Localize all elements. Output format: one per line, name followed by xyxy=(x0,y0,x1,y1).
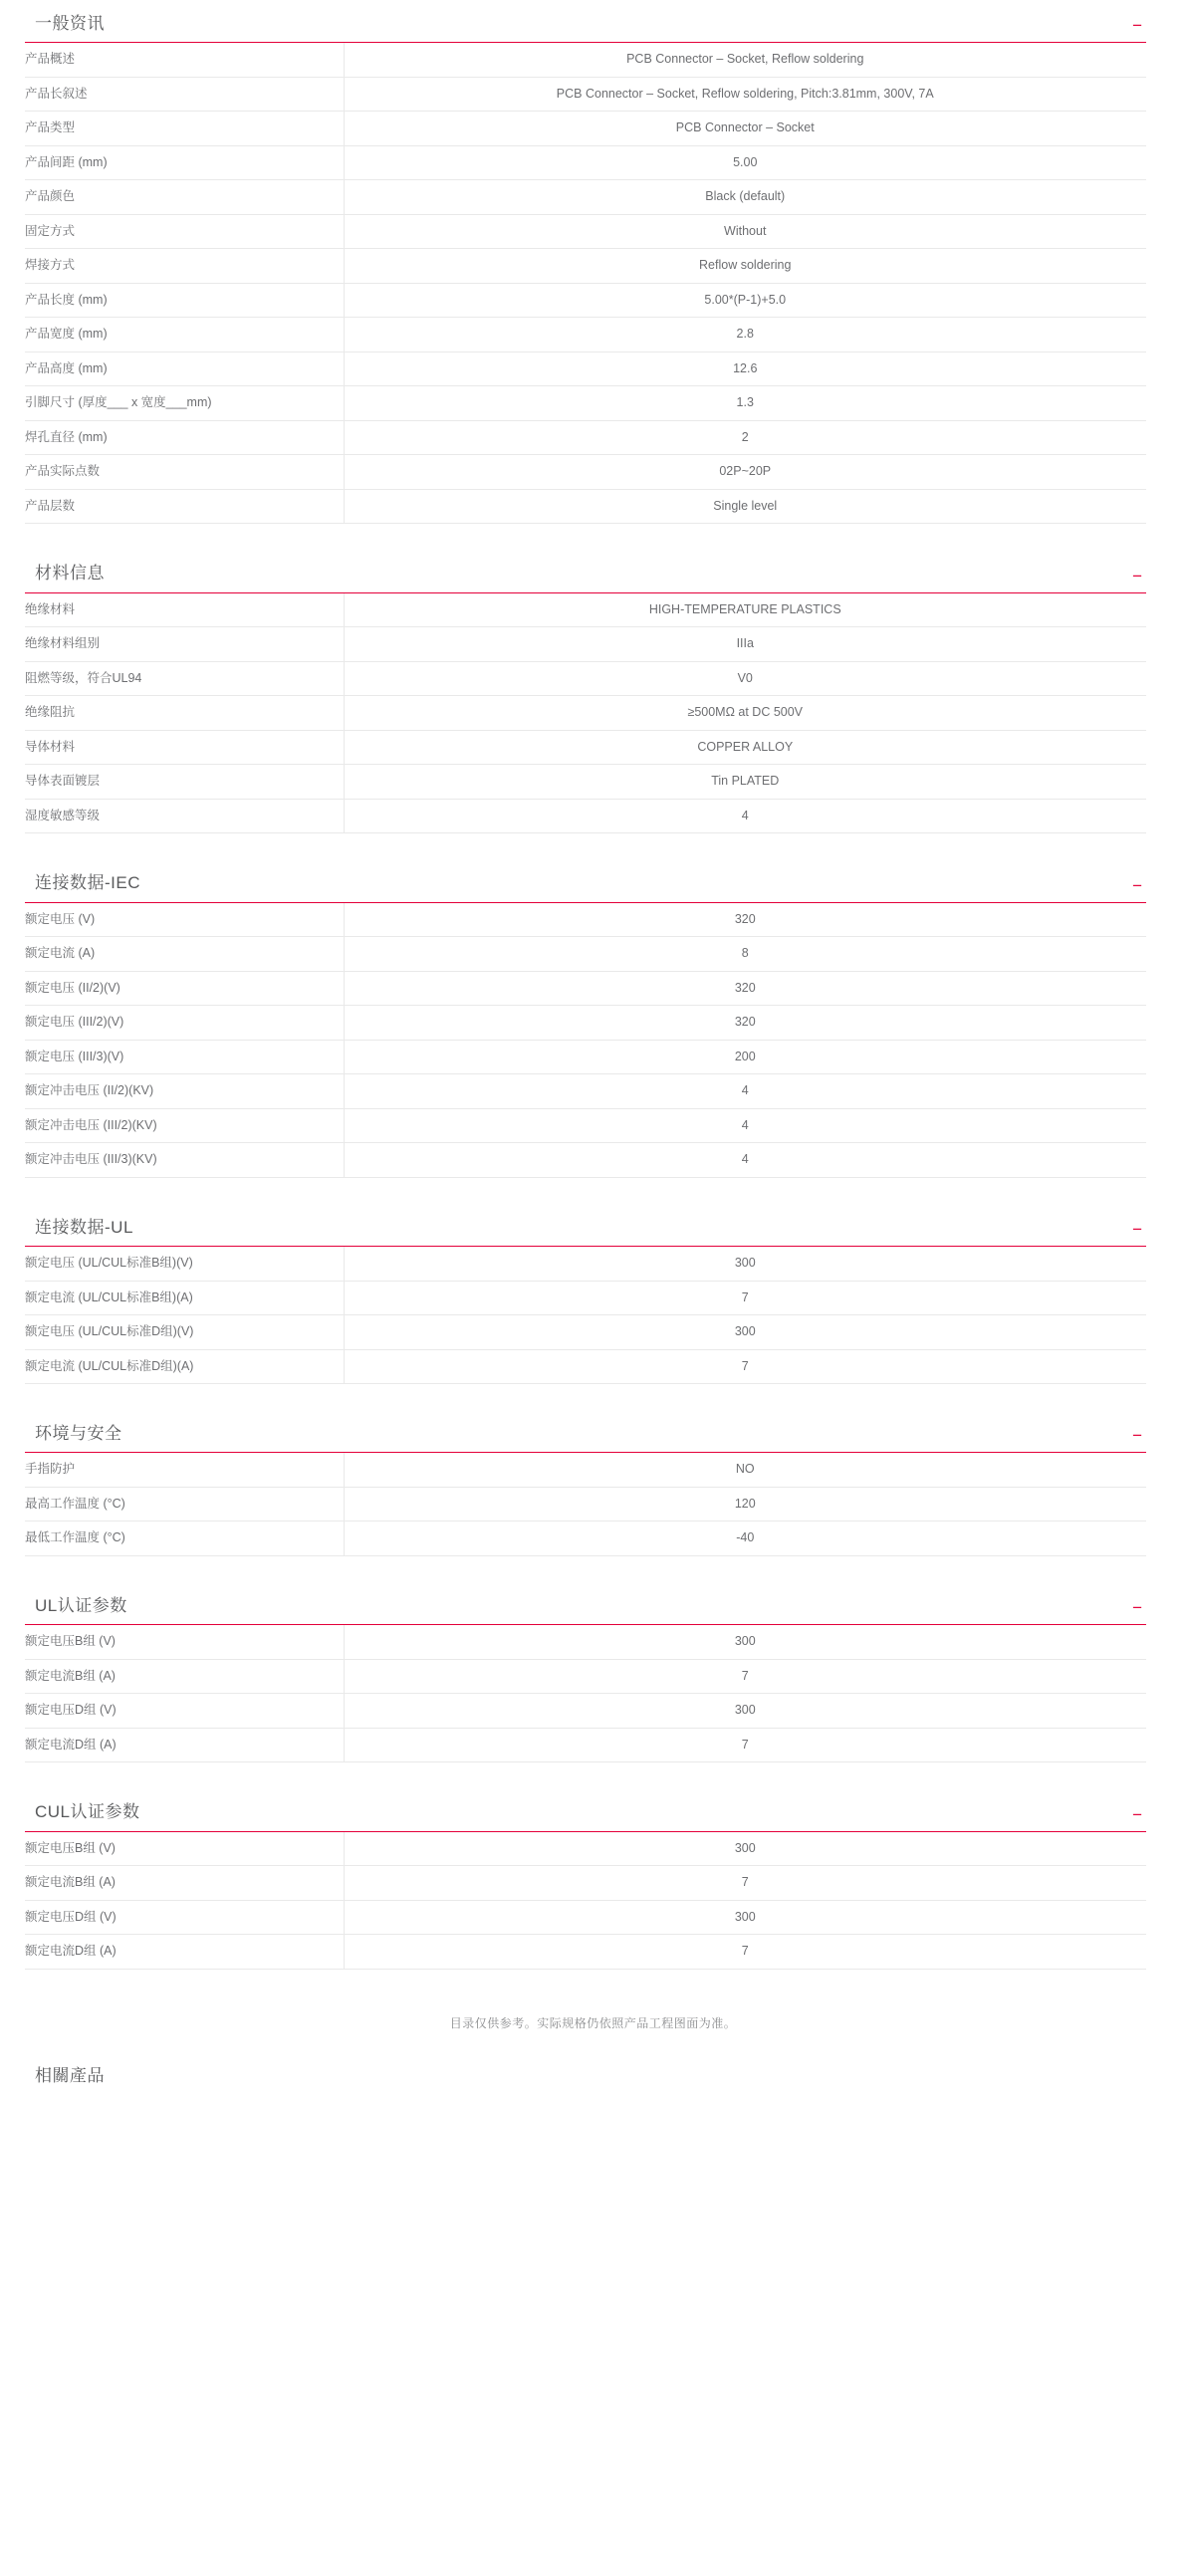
top-spacer xyxy=(0,0,1186,14)
spec-value: 4 xyxy=(344,1108,1146,1143)
spec-label: 产品颜色 xyxy=(25,180,344,215)
spec-table xyxy=(25,1832,1146,1970)
spec-label: 额定电流 (UL/CUL标准D组)(A) xyxy=(25,1349,344,1384)
table-row xyxy=(25,145,1146,180)
table-row xyxy=(25,1040,1146,1074)
spec-value: 2 xyxy=(344,420,1146,455)
spec-value: V0 xyxy=(344,661,1146,696)
section-title: 材料信息 xyxy=(35,564,105,584)
table-row xyxy=(25,1349,1146,1384)
collapse-minus-icon[interactable]: − xyxy=(1132,1804,1142,1824)
spec-label: 额定电压D组 (V) xyxy=(25,1900,344,1935)
table-row xyxy=(25,765,1146,800)
table-row xyxy=(25,1315,1146,1350)
spec-value: 1.3 xyxy=(344,386,1146,421)
spec-label: 湿度敏感等级 xyxy=(25,799,344,833)
spec-label: 产品宽度 (mm) xyxy=(25,318,344,352)
spec-label: 额定电压 (II/2)(V) xyxy=(25,971,344,1006)
spec-value: PCB Connector – Socket, Reflow soldering xyxy=(344,43,1146,77)
table-row xyxy=(25,1006,1146,1041)
table-row xyxy=(25,1281,1146,1315)
spec-label: 最高工作温度 (°C) xyxy=(25,1487,344,1522)
catalog-footnote: 目录仅供参考。实际规格仍依照产品工程图面为准。 xyxy=(449,2015,737,2030)
spec-section xyxy=(0,873,1186,1177)
spec-label: 额定电流 (UL/CUL标准B组)(A) xyxy=(25,1281,344,1315)
table-row xyxy=(25,661,1146,696)
spec-value: 2.8 xyxy=(344,318,1146,352)
collapse-minus-icon[interactable]: − xyxy=(1132,1598,1142,1618)
spec-value: 12.6 xyxy=(344,351,1146,386)
spec-label: 额定电流 (A) xyxy=(25,937,344,972)
spec-label: 手指防护 xyxy=(25,1453,344,1487)
spec-value: 4 xyxy=(344,1074,1146,1109)
spec-label: 导体材料 xyxy=(25,730,344,765)
table-row xyxy=(25,420,1146,455)
spec-label: 额定电流D组 (A) xyxy=(25,1935,344,1970)
table-row xyxy=(25,730,1146,765)
spec-value: 7 xyxy=(344,1659,1146,1694)
spec-label: 额定电流B组 (A) xyxy=(25,1866,344,1901)
spec-section xyxy=(0,564,1186,833)
spec-label: 额定电压 (III/3)(V) xyxy=(25,1040,344,1074)
section-header[interactable] xyxy=(25,14,1146,43)
spec-label: 焊接方式 xyxy=(25,249,344,284)
spec-label: 导体表面镀层 xyxy=(25,765,344,800)
spec-section xyxy=(0,14,1186,524)
spec-value: 200 xyxy=(344,1040,1146,1074)
spec-label: 产品长叙述 xyxy=(25,77,344,112)
section-title: UL认证参数 xyxy=(35,1595,127,1615)
spec-value: Reflow soldering xyxy=(344,249,1146,284)
table-row xyxy=(25,1453,1146,1487)
table-row xyxy=(25,1659,1146,1694)
collapse-minus-icon[interactable]: − xyxy=(1132,566,1142,585)
spec-section xyxy=(0,1218,1186,1384)
table-row xyxy=(25,180,1146,215)
table-row xyxy=(25,1487,1146,1522)
section-header[interactable] xyxy=(25,564,1146,592)
section-title: 一般资讯 xyxy=(35,14,105,33)
table-row xyxy=(25,318,1146,352)
table-row xyxy=(25,283,1146,318)
table-row xyxy=(25,799,1146,833)
section-title: 环境与安全 xyxy=(35,1424,122,1444)
spec-label: 绝缘阻抗 xyxy=(25,696,344,731)
section-header[interactable] xyxy=(25,1596,1146,1625)
spec-value: Without xyxy=(344,214,1146,249)
spec-value: 300 xyxy=(344,1625,1146,1659)
spec-table xyxy=(25,593,1146,834)
table-row xyxy=(25,1935,1146,1970)
spec-label: 额定电流D组 (A) xyxy=(25,1728,344,1762)
collapse-minus-icon[interactable]: − xyxy=(1132,1220,1142,1240)
spec-value: 320 xyxy=(344,1006,1146,1041)
spec-value: IIIa xyxy=(344,627,1146,662)
spec-value: 300 xyxy=(344,1315,1146,1350)
spec-label: 阻燃等级，符合UL94 xyxy=(25,661,344,696)
spec-value: 5.00 xyxy=(344,145,1146,180)
spec-table xyxy=(25,1247,1146,1384)
table-row xyxy=(25,1074,1146,1109)
spec-label: 产品类型 xyxy=(25,112,344,146)
table-row xyxy=(25,214,1146,249)
spec-value: 7 xyxy=(344,1349,1146,1384)
spec-label: 额定冲击电压 (III/2)(KV) xyxy=(25,1108,344,1143)
spec-label: 产品实际点数 xyxy=(25,455,344,490)
spec-value: PCB Connector – Socket xyxy=(344,112,1146,146)
spec-value: 4 xyxy=(344,799,1146,833)
spec-value: 5.00*(P-1)+5.0 xyxy=(344,283,1146,318)
table-row xyxy=(25,593,1146,627)
collapse-minus-icon[interactable]: − xyxy=(1132,16,1142,36)
section-title: 连接数据-UL xyxy=(35,1217,133,1237)
spec-label: 焊孔直径 (mm) xyxy=(25,420,344,455)
section-header[interactable] xyxy=(25,1424,1146,1453)
spec-value: Tin PLATED xyxy=(344,765,1146,800)
table-row xyxy=(25,627,1146,662)
collapse-minus-icon[interactable]: − xyxy=(1132,1426,1142,1446)
table-row xyxy=(25,1900,1146,1935)
table-row xyxy=(25,489,1146,524)
table-row xyxy=(25,696,1146,731)
spec-label: 额定电流B组 (A) xyxy=(25,1659,344,1694)
table-row xyxy=(25,249,1146,284)
section-title: CUL认证参数 xyxy=(35,1802,140,1822)
spec-label: 额定电压B组 (V) xyxy=(25,1625,344,1659)
spec-value: ≥500MΩ at DC 500V xyxy=(344,696,1146,731)
spec-value: 320 xyxy=(344,903,1146,937)
spec-value: HIGH-TEMPERATURE PLASTICS xyxy=(344,593,1146,627)
spec-value: -40 xyxy=(344,1522,1146,1556)
section-header[interactable] xyxy=(25,1218,1146,1247)
spec-value: Single level xyxy=(344,489,1146,524)
spec-value: 300 xyxy=(344,1900,1146,1935)
spec-label: 引脚尺寸 (厚度___ x 宽度___mm) xyxy=(25,386,344,421)
spec-label: 额定电压D组 (V) xyxy=(25,1694,344,1729)
spec-value: 7 xyxy=(344,1935,1146,1970)
spec-label: 额定电压 (III/2)(V) xyxy=(25,1006,344,1041)
spec-value: 7 xyxy=(344,1728,1146,1762)
spec-value: 320 xyxy=(344,971,1146,1006)
spec-label: 产品长度 (mm) xyxy=(25,283,344,318)
table-row xyxy=(25,971,1146,1006)
table-row xyxy=(25,386,1146,421)
table-row xyxy=(25,112,1146,146)
spec-section xyxy=(0,1424,1186,1556)
spec-table xyxy=(25,1625,1146,1762)
spec-value: 02P~20P xyxy=(344,455,1146,490)
table-row xyxy=(25,1625,1146,1659)
spec-value: COPPER ALLOY xyxy=(344,730,1146,765)
section-header[interactable] xyxy=(25,873,1146,902)
spec-value: 7 xyxy=(344,1281,1146,1315)
spec-label: 产品层数 xyxy=(25,489,344,524)
spec-label: 额定电压 (V) xyxy=(25,903,344,937)
table-row xyxy=(25,1866,1146,1901)
table-row xyxy=(25,1522,1146,1556)
spec-value: NO xyxy=(344,1453,1146,1487)
spec-value: PCB Connector – Socket, Reflow soldering, Pitch:3.81mm, 300V, 7A xyxy=(344,77,1146,112)
section-header[interactable] xyxy=(25,1802,1146,1831)
table-row xyxy=(25,43,1146,77)
spec-value: 300 xyxy=(344,1247,1146,1281)
table-row xyxy=(25,77,1146,112)
table-row xyxy=(25,1108,1146,1143)
spec-label: 绝缘材料组别 xyxy=(25,627,344,662)
collapse-minus-icon[interactable]: − xyxy=(1132,875,1142,895)
spec-label: 额定电压 (UL/CUL标准D组)(V) xyxy=(25,1315,344,1350)
spec-label: 固定方式 xyxy=(25,214,344,249)
table-row xyxy=(25,1728,1146,1762)
spec-label: 额定电压 (UL/CUL标准B组)(V) xyxy=(25,1247,344,1281)
spec-value: 8 xyxy=(344,937,1146,972)
table-row xyxy=(25,903,1146,937)
table-row xyxy=(25,455,1146,490)
spec-value: 300 xyxy=(344,1832,1146,1866)
spec-value: 4 xyxy=(344,1143,1146,1178)
spec-label: 额定冲击电压 (II/2)(KV) xyxy=(25,1074,344,1109)
table-row xyxy=(25,937,1146,972)
table-row xyxy=(25,1143,1146,1178)
spec-value: Black (default) xyxy=(344,180,1146,215)
spec-table xyxy=(25,43,1146,524)
spec-sections xyxy=(0,14,1186,1970)
spec-section xyxy=(0,1802,1186,1969)
spec-label: 额定冲击电压 (III/3)(KV) xyxy=(25,1143,344,1178)
table-row xyxy=(25,1694,1146,1729)
spec-table xyxy=(25,903,1146,1178)
spec-label: 额定电压B组 (V) xyxy=(25,1832,344,1866)
spec-label: 产品高度 (mm) xyxy=(25,351,344,386)
spec-label: 产品概述 xyxy=(25,43,344,77)
spec-table xyxy=(25,1453,1146,1556)
spec-value: 7 xyxy=(344,1866,1146,1901)
section-title: 连接数据-IEC xyxy=(35,873,140,893)
spec-section xyxy=(0,1596,1186,1762)
table-row xyxy=(25,1832,1146,1866)
related-products-heading: 相關產品 xyxy=(35,2065,105,2085)
table-row xyxy=(25,1247,1146,1281)
spec-label: 绝缘材料 xyxy=(25,593,344,627)
spec-label: 产品间距 (mm) xyxy=(25,145,344,180)
table-row xyxy=(25,351,1146,386)
spec-value: 120 xyxy=(344,1487,1146,1522)
spec-value: 300 xyxy=(344,1694,1146,1729)
spec-label: 最低工作温度 (°C) xyxy=(25,1522,344,1556)
